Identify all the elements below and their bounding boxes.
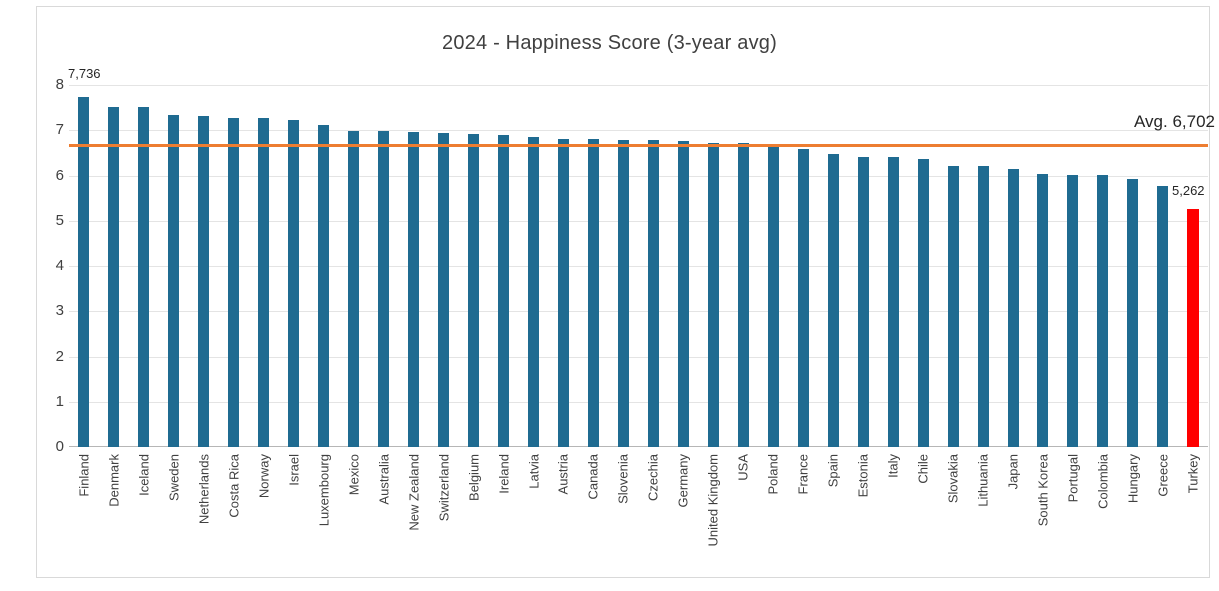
plot-area bbox=[55, 76, 1208, 455]
x-tick-label: Colombia bbox=[1095, 454, 1111, 509]
x-tick-label: Poland bbox=[765, 454, 781, 495]
x-tick-label: Netherlands bbox=[196, 454, 212, 525]
bar-slot[interactable] bbox=[459, 85, 489, 447]
bar[interactable] bbox=[1097, 175, 1108, 447]
x-label-slot bbox=[638, 450, 668, 570]
bar-slot[interactable] bbox=[1028, 85, 1058, 447]
bar-slot[interactable] bbox=[698, 85, 728, 447]
x-tick-label: USA bbox=[735, 454, 751, 481]
bar[interactable] bbox=[498, 135, 509, 447]
x-tick-label: Mexico bbox=[346, 454, 362, 496]
x-tick-label: Italy bbox=[885, 454, 901, 478]
bar[interactable] bbox=[1127, 179, 1138, 447]
bar-slot[interactable] bbox=[998, 85, 1028, 447]
bar[interactable] bbox=[258, 118, 269, 447]
y-tick-5: 5 bbox=[55, 211, 64, 229]
bar[interactable] bbox=[708, 143, 719, 447]
bar[interactable] bbox=[288, 120, 299, 447]
x-tick-label: Spain bbox=[825, 454, 841, 488]
bar[interactable] bbox=[948, 166, 959, 448]
bar-series bbox=[69, 85, 1208, 447]
x-tick-label: Sweden bbox=[166, 454, 182, 501]
x-tick-label: Germany bbox=[675, 454, 691, 508]
x-label-slot bbox=[998, 450, 1028, 570]
bar[interactable] bbox=[138, 107, 149, 447]
bar-slot[interactable] bbox=[549, 85, 579, 447]
bar-slot[interactable] bbox=[99, 85, 129, 447]
y-tick-7: 7 bbox=[55, 121, 64, 139]
x-label-slot bbox=[848, 450, 878, 570]
bar[interactable] bbox=[978, 166, 989, 447]
x-tick-label: Iceland bbox=[136, 454, 152, 496]
bar-slot[interactable] bbox=[818, 85, 848, 447]
x-label-slot bbox=[69, 450, 99, 570]
average-reference-line bbox=[69, 144, 1208, 147]
x-tick-label: Japan bbox=[1005, 454, 1021, 490]
bar-slot[interactable] bbox=[638, 85, 668, 447]
bar[interactable] bbox=[738, 143, 749, 447]
bar-slot[interactable] bbox=[1088, 85, 1118, 447]
bar-slot[interactable] bbox=[728, 85, 758, 447]
x-tick-label: Luxembourg bbox=[316, 454, 332, 527]
bar-slot[interactable] bbox=[519, 85, 549, 447]
y-tick-2: 2 bbox=[55, 347, 64, 365]
x-tick-label: New Zealand bbox=[406, 454, 422, 531]
x-label-slot bbox=[608, 450, 638, 570]
bar-slot[interactable] bbox=[788, 85, 818, 447]
x-label-slot bbox=[339, 450, 369, 570]
x-label-slot bbox=[219, 450, 249, 570]
x-tick-label: Portugal bbox=[1065, 454, 1081, 503]
x-label-slot bbox=[369, 450, 399, 570]
x-label-slot bbox=[279, 450, 309, 570]
bar-slot[interactable] bbox=[129, 85, 159, 447]
bar[interactable] bbox=[1157, 186, 1168, 447]
x-label-slot bbox=[788, 450, 818, 570]
bar[interactable] bbox=[108, 107, 119, 447]
bar-slot[interactable] bbox=[249, 85, 279, 447]
x-label-slot bbox=[549, 450, 579, 570]
bar[interactable] bbox=[438, 133, 449, 447]
y-tick-0: 0 bbox=[55, 438, 64, 455]
bar-slot[interactable] bbox=[1178, 85, 1208, 447]
y-tick-8: 8 bbox=[55, 76, 64, 93]
x-tick-label: Estonia bbox=[855, 454, 871, 498]
bar[interactable] bbox=[1067, 175, 1078, 447]
bar-slot[interactable] bbox=[189, 85, 219, 447]
x-tick-label: Lithuania bbox=[975, 454, 991, 507]
x-axis-labels bbox=[69, 450, 1208, 570]
x-label-slot bbox=[1058, 450, 1088, 570]
x-tick-label: Canada bbox=[585, 454, 601, 500]
bar[interactable] bbox=[888, 157, 899, 447]
bar[interactable] bbox=[198, 116, 209, 447]
x-tick-label: Costa Rica bbox=[226, 454, 242, 518]
y-tick-6: 6 bbox=[55, 166, 64, 184]
bar-slot[interactable] bbox=[309, 85, 339, 447]
bar[interactable] bbox=[378, 131, 389, 447]
bar[interactable] bbox=[618, 140, 629, 447]
bar[interactable] bbox=[858, 157, 869, 447]
bar-slot[interactable] bbox=[339, 85, 369, 447]
bar[interactable] bbox=[918, 159, 929, 447]
x-tick-label: Austria bbox=[555, 454, 571, 495]
x-label-slot bbox=[1088, 450, 1118, 570]
bar-slot[interactable] bbox=[399, 85, 429, 447]
bar[interactable] bbox=[798, 149, 809, 447]
bar[interactable] bbox=[78, 97, 89, 447]
x-label-slot bbox=[1178, 450, 1208, 570]
bar-slot[interactable] bbox=[578, 85, 608, 447]
bar-slot[interactable] bbox=[848, 85, 878, 447]
bar[interactable] bbox=[528, 137, 539, 447]
bar-slot[interactable] bbox=[429, 85, 459, 447]
y-tick-4: 4 bbox=[55, 257, 64, 274]
bar-slot[interactable] bbox=[908, 85, 938, 447]
bar-slot[interactable] bbox=[159, 85, 189, 447]
x-tick-label: Turkey bbox=[1185, 454, 1201, 494]
x-tick-label: Denmark bbox=[106, 454, 122, 507]
x-label-slot bbox=[698, 450, 728, 570]
x-label-slot bbox=[129, 450, 159, 570]
x-label-slot bbox=[908, 450, 938, 570]
x-label-slot bbox=[99, 450, 129, 570]
bar-slot[interactable] bbox=[1058, 85, 1088, 447]
bar[interactable] bbox=[318, 125, 329, 447]
bar-slot[interactable] bbox=[489, 85, 519, 447]
bar-slot[interactable] bbox=[938, 85, 968, 447]
x-label-slot bbox=[968, 450, 998, 570]
bar-slot[interactable] bbox=[69, 85, 99, 447]
x-tick-label: France bbox=[795, 454, 811, 495]
bar[interactable] bbox=[1187, 209, 1199, 447]
x-tick-label: Switzerland bbox=[436, 454, 452, 522]
x-label-slot bbox=[1118, 450, 1148, 570]
chart-title: 2024 - Happiness Score (3-year avg) bbox=[442, 32, 777, 54]
average-line-label: Avg. 6,702 bbox=[1134, 111, 1215, 131]
first-bar-value-label: 7,736 bbox=[68, 66, 101, 81]
x-tick-label: Chile bbox=[915, 454, 931, 484]
x-tick-label: Finland bbox=[76, 454, 92, 497]
bar-slot[interactable] bbox=[758, 85, 788, 447]
x-label-slot bbox=[429, 450, 459, 570]
bar[interactable] bbox=[768, 145, 779, 447]
bar[interactable] bbox=[348, 131, 359, 447]
x-label-slot bbox=[1028, 450, 1058, 570]
x-label-slot bbox=[758, 450, 788, 570]
x-tick-label: Ireland bbox=[496, 454, 512, 494]
bar-slot[interactable] bbox=[369, 85, 399, 447]
bar-slot[interactable] bbox=[1118, 85, 1148, 447]
x-label-slot bbox=[818, 450, 848, 570]
bar-slot[interactable] bbox=[1148, 85, 1178, 447]
x-tick-label: Israel bbox=[286, 454, 302, 486]
bar[interactable] bbox=[408, 132, 419, 447]
bar[interactable] bbox=[558, 139, 569, 447]
x-label-slot bbox=[459, 450, 489, 570]
x-tick-label: United Kingdom bbox=[705, 454, 721, 547]
last-bar-value-label: 5,262 bbox=[1172, 183, 1205, 198]
x-tick-label: Czechia bbox=[645, 454, 661, 501]
bar[interactable] bbox=[648, 140, 659, 447]
x-label-slot bbox=[159, 450, 189, 570]
x-tick-label: Hungary bbox=[1125, 454, 1141, 504]
bar[interactable] bbox=[1037, 174, 1048, 447]
x-label-slot bbox=[249, 450, 279, 570]
bar[interactable] bbox=[468, 134, 479, 447]
bar[interactable] bbox=[1008, 169, 1019, 447]
x-tick-label: South Korea bbox=[1035, 454, 1051, 527]
y-tick-1: 1 bbox=[55, 392, 64, 410]
x-label-slot bbox=[668, 450, 698, 570]
x-label-slot bbox=[519, 450, 549, 570]
x-tick-label: Australia bbox=[376, 454, 392, 505]
x-tick-label: Slovakia bbox=[945, 454, 961, 504]
bar-slot[interactable] bbox=[608, 85, 638, 447]
bar[interactable] bbox=[228, 118, 239, 447]
x-label-slot bbox=[309, 450, 339, 570]
x-tick-label: Belgium bbox=[466, 454, 482, 501]
x-label-slot bbox=[878, 450, 908, 570]
x-tick-label: Slovenia bbox=[615, 454, 631, 504]
x-tick-label: Greece bbox=[1155, 454, 1171, 497]
bar-slot[interactable] bbox=[219, 85, 249, 447]
x-label-slot bbox=[1148, 450, 1178, 570]
bar[interactable] bbox=[588, 139, 599, 447]
x-label-slot bbox=[189, 450, 219, 570]
x-label-slot bbox=[489, 450, 519, 570]
bar-slot[interactable] bbox=[968, 85, 998, 447]
x-tick-label: Norway bbox=[256, 454, 272, 499]
x-label-slot bbox=[938, 450, 968, 570]
bar-slot[interactable] bbox=[668, 85, 698, 447]
bar[interactable] bbox=[678, 141, 689, 447]
bar-slot[interactable] bbox=[878, 85, 908, 447]
bar-slot[interactable] bbox=[279, 85, 309, 447]
bar[interactable] bbox=[828, 154, 839, 447]
x-label-slot bbox=[728, 450, 758, 570]
bar[interactable] bbox=[168, 115, 179, 447]
x-label-slot bbox=[578, 450, 608, 570]
x-label-slot bbox=[399, 450, 429, 570]
x-tick-label: Latvia bbox=[526, 454, 542, 489]
y-tick-3: 3 bbox=[55, 302, 64, 320]
